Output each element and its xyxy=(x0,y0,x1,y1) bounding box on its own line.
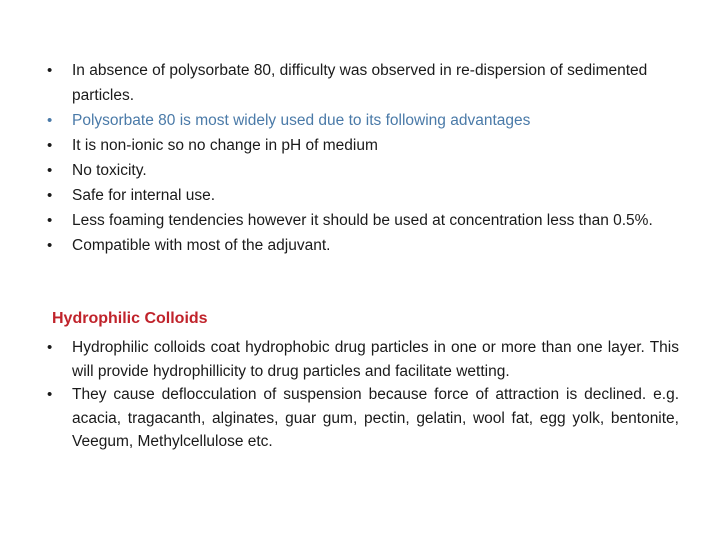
hydrophilic-colloids-list xyxy=(47,336,679,454)
list-item-text: Polysorbate 80 is most widely used due to its following advantages xyxy=(72,112,531,129)
bullet-icon: • xyxy=(47,62,53,79)
list-item-text: Compatible with most of the adjuvant. xyxy=(72,237,331,254)
list-item-text: No toxicity. xyxy=(72,162,147,179)
bullet-icon: • xyxy=(47,237,53,254)
bullet-icon: • xyxy=(47,187,53,204)
bullet-icon: • xyxy=(47,386,53,403)
bullet-icon: • xyxy=(47,212,53,229)
list-item xyxy=(47,208,667,233)
list-item-text: Safe for internal use. xyxy=(72,187,216,204)
list-item-text: They cause deflocculation of suspension because force of attraction is declined. e.g. acacia, tragacanth, alginates, guar gum, pectin, gelatin, wool fat, egg yolk, bentonite, Veegum, Methylcellulose etc. xyxy=(72,386,679,450)
list-item xyxy=(47,336,679,383)
bullet-icon: • xyxy=(47,112,53,129)
section-heading: Hydrophilic Colloids xyxy=(52,310,208,327)
list-item xyxy=(47,183,667,208)
list-item xyxy=(47,383,679,454)
list-item-text: In absence of polysorbate 80, difficulty was observed in re-dispersion of sedimented particles. xyxy=(72,62,648,104)
list-item xyxy=(47,133,667,158)
list-item-text: It is non-ionic so no change in pH of medium xyxy=(72,137,378,154)
list-item xyxy=(47,108,667,133)
list-item-text: Less foaming tendencies however it should be used at concentration less than 0.5%. xyxy=(72,212,653,229)
list-item xyxy=(47,233,667,258)
bullet-icon: • xyxy=(47,162,53,179)
list-item-text: Hydrophilic colloids coat hydrophobic drug particles in one or more than one layer. This will provide hydrophillicity to drug particles and facilitate wetting. xyxy=(72,339,679,380)
list-item xyxy=(47,158,667,183)
bullet-icon: • xyxy=(47,339,53,356)
bullet-icon: • xyxy=(47,137,53,154)
advantages-list xyxy=(47,58,667,258)
list-item xyxy=(47,58,667,108)
